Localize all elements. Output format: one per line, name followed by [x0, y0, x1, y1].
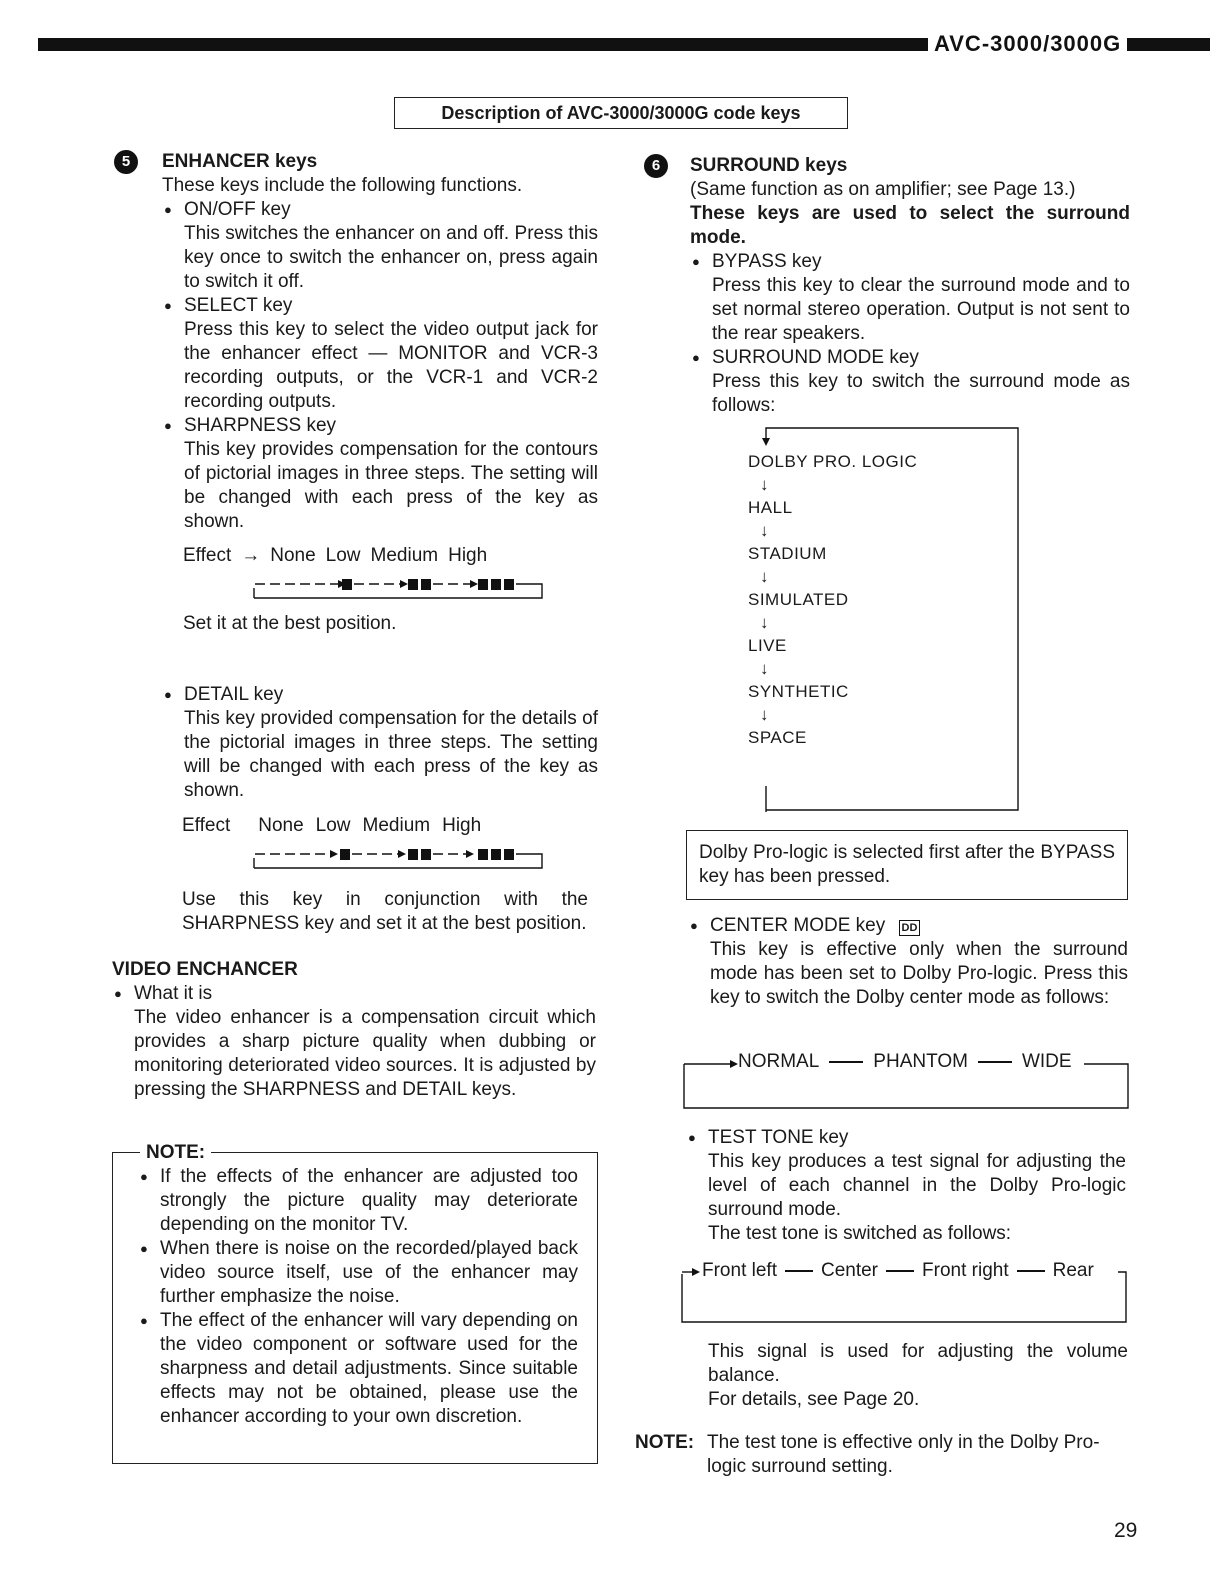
onoff-key-label: ● ON/OFF key [162, 198, 598, 222]
test-tone-switch-text: The test tone is switched as follows: [708, 1223, 1012, 1244]
surround-mode-key-label: ● SURROUND MODE key [690, 346, 1130, 370]
detail-cycle-diagram [250, 846, 550, 876]
page-number: 29 [1114, 1519, 1138, 1542]
bypass-key-text: Press this key to clear the surround mode and to set normal stereo operation. Output is not sent to the rear speakers. [712, 275, 1130, 344]
level-low: Low [325, 545, 361, 566]
page-title: Description of AVC-3000/3000G code keys [394, 97, 848, 129]
sharpness-key-label: ● SHARPNESS key [162, 414, 598, 438]
mode-live: LIVE [748, 636, 787, 655]
dolby-first-note: Dolby Pro-logic is selected first after the BYPASS key has been pressed. [686, 830, 1128, 900]
center-wide: WIDE [1021, 1051, 1072, 1072]
enhancer-heading: ENHANCER keys [162, 151, 318, 172]
right-arrow-icon [978, 1061, 1012, 1063]
detail-effect-row [182, 814, 582, 838]
down-arrow-icon: ↓ [760, 705, 769, 724]
center-normal: NORMAL [738, 1051, 820, 1072]
test-tone-details-text: For details, see Page 20. [708, 1389, 920, 1410]
test-tone-note-text: The test tone is effective only in the Dolby Pro-logic surround setting. [707, 1432, 1100, 1477]
mode-dolby-pro-logic: DOLBY PRO. LOGIC [748, 452, 918, 471]
what-it-is-label: ● What it is [112, 982, 596, 1006]
tone-rear: Rear [1052, 1260, 1094, 1281]
center-mode-flow [738, 1050, 1072, 1074]
header-model: AVC-3000/3000G [928, 30, 1127, 58]
mode-space: SPACE [748, 728, 807, 747]
detail-level-none: None [258, 815, 304, 836]
down-arrow-icon: ↓ [760, 567, 769, 586]
select-key-label: ● SELECT key [162, 294, 598, 318]
down-arrow-icon: ↓ [760, 521, 769, 540]
mode-synthetic: SYNTHETIC [748, 682, 849, 701]
detail-effect-label: Effect [182, 815, 231, 836]
enhancer-note-title: NOTE: [140, 1141, 211, 1165]
enhancer-intro: These keys include the following functions. [162, 175, 523, 196]
video-enhancer-heading: VIDEO ENCHANCER [112, 959, 298, 980]
test-tone-note [635, 1431, 1135, 1479]
center-mode-key-text: This key is effective only when the surround mode has been set to Dolby Pro-logic. Press this key to switch the Dolby center mode as follows: [710, 939, 1128, 1008]
detail-level-low: Low [315, 815, 351, 836]
surround-mode-list [748, 452, 988, 748]
note-item: ● The effect of the enhancer will vary depending on the video component or software used for the sharpness and detail adjustments. Since suitable effects may not be obtained, please use the enhancer according to your own discretion. [138, 1309, 578, 1429]
detail-key-text: This key provided compensation for the details of the pictorial images in three steps. The setting will be changed with each press of the key as shown. [184, 708, 598, 801]
test-tone-after-text: This signal is used for adjusting the volume balance. [708, 1341, 1128, 1386]
section-number-6-icon: 6 [644, 154, 668, 178]
level-none: None [270, 545, 316, 566]
detail-level-medium: Medium [362, 815, 431, 836]
tone-center: Center [820, 1260, 879, 1281]
sharpness-effect-row [183, 544, 563, 568]
tone-front-right: Front right [922, 1260, 1009, 1281]
mode-stadium: STADIUM [748, 544, 827, 563]
test-tone-note-title: NOTE: [635, 1432, 695, 1453]
center-mode-section [688, 914, 1128, 1010]
sharpness-key-text: This key provides compensation for the contours of pictorial images in three steps. The setting will be changed with each press of the key as shown. [184, 439, 598, 532]
center-phantom: PHANTOM [873, 1051, 968, 1072]
right-arrow-icon [1017, 1270, 1045, 1272]
sharpness-effect-label: Effect [183, 545, 232, 566]
test-tone-key-text: This key produces a test signal for adjusting the level of each channel in the Dolby Pro-logic surround mode. [708, 1151, 1126, 1220]
right-arrow-icon [785, 1270, 813, 1272]
down-arrow-icon: ↓ [760, 613, 769, 632]
sharpness-cycle-diagram [250, 576, 550, 606]
mode-hall: HALL [748, 498, 793, 517]
right-arrow-icon [829, 1061, 863, 1063]
note-item: ● If the effects of the enhancer are adjusted too strongly the picture quality may deteriorate depending on the monitor TV. [138, 1165, 578, 1237]
note-item: ● When there is noise on the recorded/played back video source itself, use of the enhancer may further emphasize the noise. [138, 1237, 578, 1309]
section-number-5-icon: 5 [114, 150, 138, 174]
enhancer-note-list [138, 1165, 578, 1429]
detail-after-text: Use this key in conjunction with the SHARPNESS key and set it at the best position. [182, 889, 588, 934]
surround-bold-text: These keys are used to select the surround mode. [690, 203, 1130, 248]
video-enhancer-section [112, 958, 596, 1102]
level-medium: Medium [370, 545, 439, 566]
surround-mode-key-text: Press this key to switch the surround mode as follows: [712, 371, 1130, 416]
right-arrow-icon [886, 1270, 914, 1272]
enhancer-section [121, 150, 598, 534]
onoff-key-text: This switches the enhancer on and off. Press this key once to switch the enhancer on, press again to switch it off. [184, 223, 598, 292]
surround-section [651, 154, 1130, 418]
what-it-is-text: The video enhancer is a compensation circuit which provides a sharp picture quality when dubbing or monitoring deteriorated video sources. It is adjusted by pressing the SHARPNESS and DETAIL keys. [134, 1007, 596, 1100]
dolby-symbol-icon: DD [899, 920, 921, 936]
surround-heading: SURROUND keys [690, 155, 848, 176]
test-tone-key-label: ● TEST TONE key [686, 1126, 1126, 1150]
detail-section [162, 683, 598, 803]
detail-key-label: ● DETAIL key [162, 683, 598, 707]
tone-front-left: Front left [702, 1260, 777, 1281]
select-key-text: Press this key to select the video output jack for the enhancer effect — MONITOR and VCR-3 recording outputs, or the VCR-1 and VCR-2 recording outputs. [184, 319, 598, 412]
sharpness-effect-arrow: → [241, 545, 261, 566]
mode-simulated: SIMULATED [748, 590, 849, 609]
detail-level-high: High [442, 815, 482, 836]
test-tone-section [686, 1126, 1126, 1246]
bypass-key-label: ● BYPASS key [690, 250, 1130, 274]
sharpness-after-text: Set it at the best position. [183, 613, 397, 634]
test-tone-after [708, 1340, 1128, 1412]
surround-subtext: (Same function as on amplifier; see Page 13.) [690, 179, 1076, 200]
level-high: High [448, 545, 488, 566]
down-arrow-icon: ↓ [760, 659, 769, 678]
test-tone-flow [702, 1259, 1094, 1283]
center-mode-key-label: CENTER MODE key [710, 915, 886, 936]
down-arrow-icon: ↓ [760, 475, 769, 494]
